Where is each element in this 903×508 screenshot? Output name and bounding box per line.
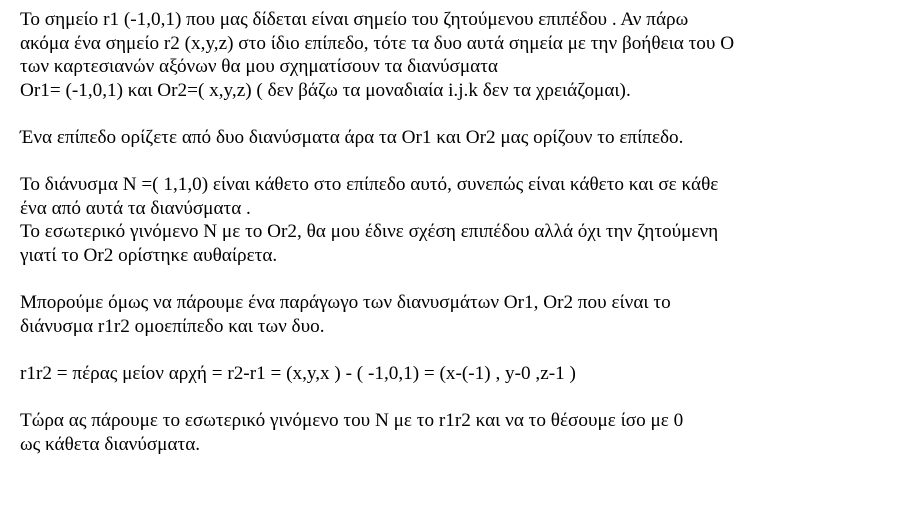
text-line: Μπορούμε όμως να πάρουμε ένα παράγωγο των διανυσμάτων Or1, Or2 που είναι το	[20, 292, 671, 314]
text-line: Το σημείο r1 (-1,0,1) που μας δίδεται είναι σημείο του ζητούμενου επιπέδου . Αν πάρω	[20, 9, 689, 30]
text-line: Το διάνυσμα N =( 1,1,0) είναι κάθετο στο επίπεδο αυτό, συνεπώς είναι κάθετο και σε κάθε	[20, 174, 719, 196]
paragraph-4	[20, 291, 890, 338]
paragraph-gap	[20, 386, 890, 410]
paragraph-5	[20, 362, 890, 386]
paragraph-6	[20, 409, 890, 456]
text-line: γιατί το Or2 ορίστηκε αυθαίρετα.	[20, 244, 278, 266]
paragraph-3	[20, 173, 890, 267]
document-body	[20, 8, 890, 456]
paragraph-gap	[20, 150, 890, 174]
text-line: Το εσωτερικό γινόμενο N με το Or2, θα μου έδινε σχέση επιπέδου αλλά όχι την ζητούμενη	[20, 221, 719, 243]
paragraph-2	[20, 126, 890, 150]
paragraph-gap	[20, 338, 890, 362]
text-line: των καρτεσιανών αξόνων θα μου σχηματίσουν τα διανύσματα	[20, 56, 498, 78]
text-line: r1r2 = πέρας μείον αρχή = r2-r1 = (x,y,x ) - ( -1,0,1) = (x-(-1) , y-0 ,z-1 )	[20, 362, 576, 384]
text-line: Ένα επίπεδο ορίζετε από δυο διανύσματα άρα τα Or1 και Or2 μας ορίζουν το επίπεδο.	[20, 126, 684, 148]
text-line: ως κάθετα διανύσματα.	[20, 433, 201, 455]
text-line: Τώρα ας πάρουμε το εσωτερικό γινόμενο του N με το r1r2 και να το θέσουμε ίσο με 0	[20, 410, 684, 432]
text-line: διάνυσμα r1r2 ομοεπίπεδο και των δυο.	[20, 315, 325, 337]
paragraph-gap	[20, 102, 890, 126]
paragraph-gap	[20, 268, 890, 292]
text-line: ακόμα ένα σημείο r2 (x,y,z) στο ίδιο επίπεδο, τότε τα δυο αυτά σημεία με την βοήθεια του Ο	[20, 32, 735, 54]
text-line: Or1= (-1,0,1) και Or2=( x,y,z) ( δεν βάζω τα μοναδιαία i.j.k δεν τα χρειάζομαι).	[20, 79, 631, 101]
text-line: ένα από αυτά τα διανύσματα .	[20, 197, 251, 219]
paragraph-1	[20, 8, 890, 102]
